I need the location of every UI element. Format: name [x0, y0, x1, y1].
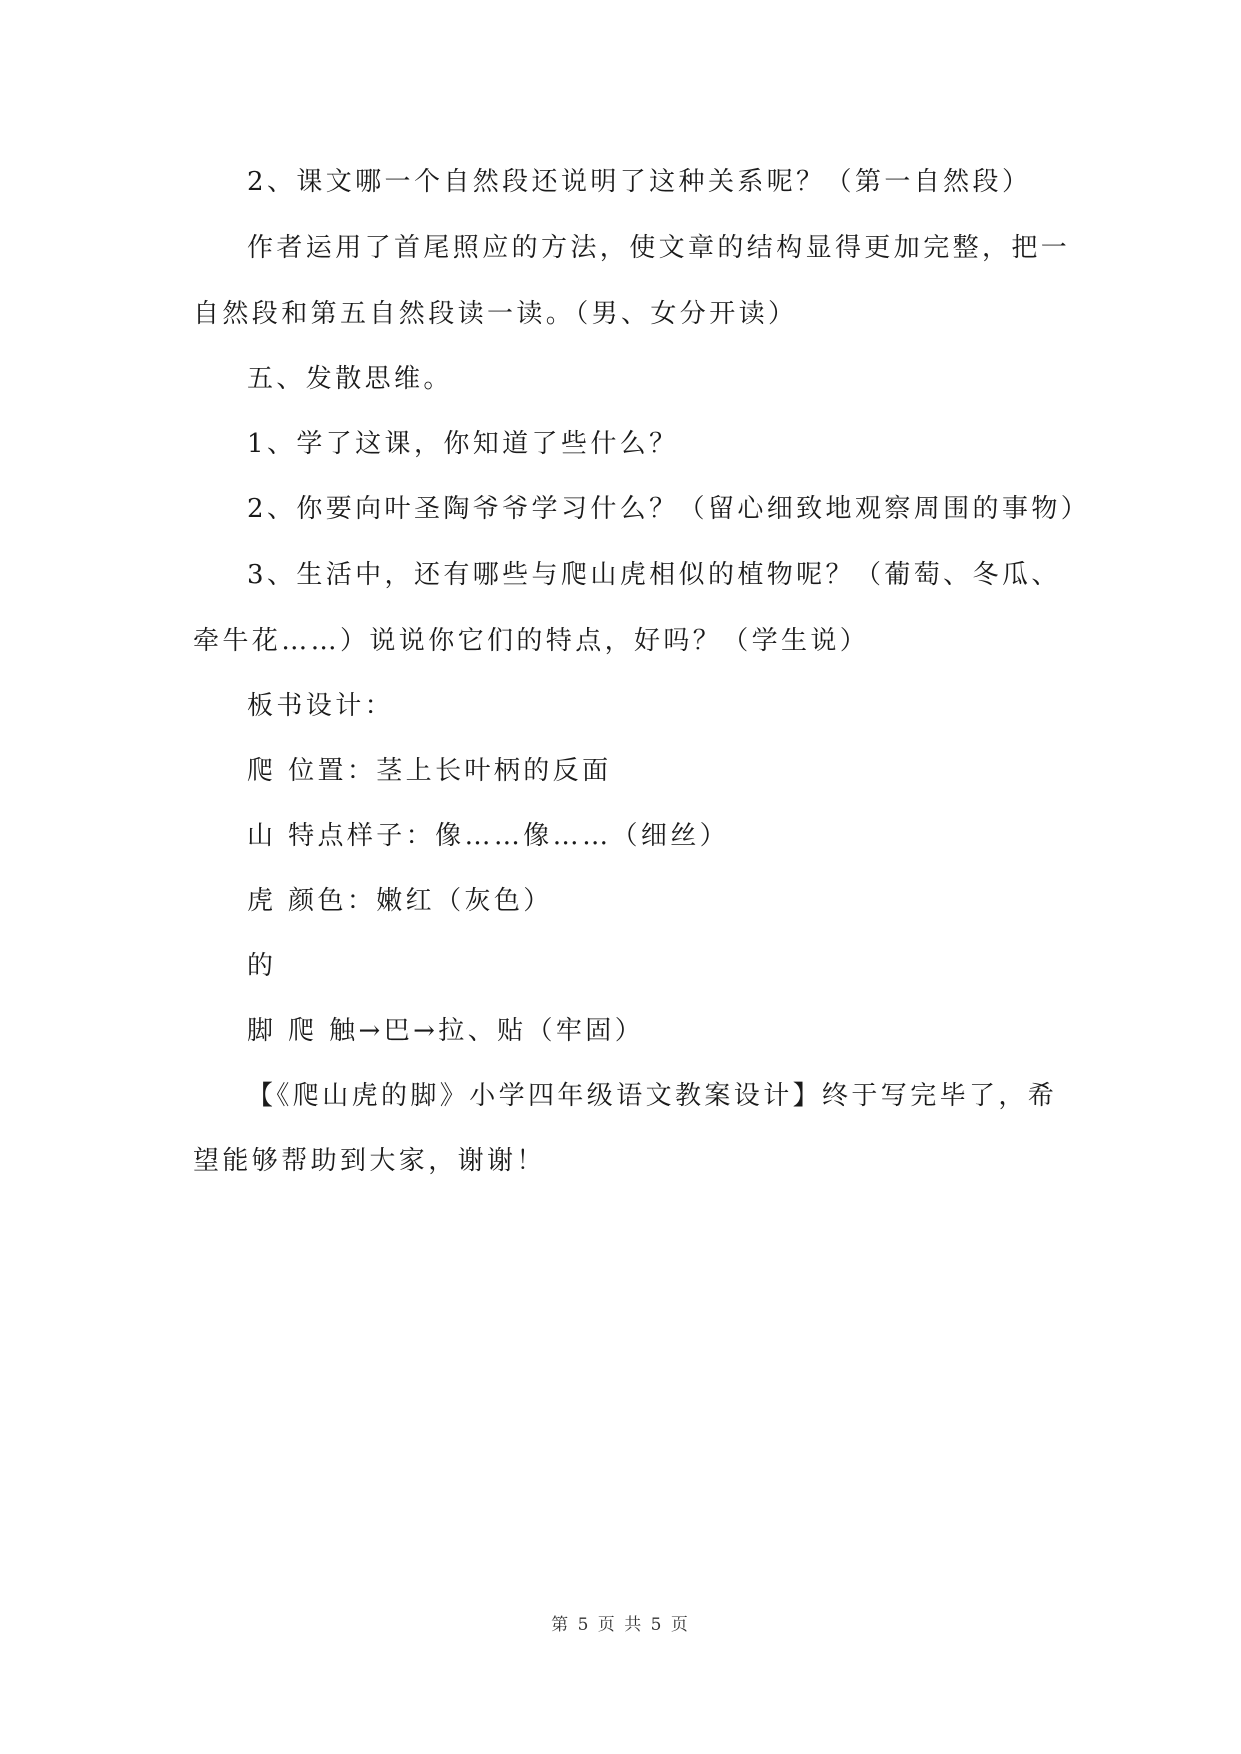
board-design-line: 脚 爬 触→巴→拉、贴（牢固）: [247, 1016, 645, 1046]
paragraph-line: 2、课文哪一个自然段还说明了这种关系呢？（第一自然段）: [247, 167, 1032, 197]
paragraph-line: 牵牛花……）说说你它们的特点，好吗？（学生说）: [193, 626, 870, 656]
section-heading: 五、发散思维。: [247, 364, 453, 394]
board-design-heading: 板书设计：: [247, 691, 395, 721]
board-design-line: 爬 位置：茎上长叶柄的反面: [247, 756, 612, 786]
board-design-line: 的: [247, 951, 277, 981]
paragraph-line: 2、你要向叶圣陶爷爷学习什么？（留心细致地观察周围的事物）: [247, 494, 1091, 524]
paragraph-line: 1、学了这课，你知道了些什么？: [247, 429, 679, 459]
paragraph-line: 3、生活中，还有哪些与爬山虎相似的植物呢？（葡萄、冬瓜、: [247, 560, 1061, 590]
page-footer: 第 5 页 共 5 页: [551, 1615, 690, 1635]
board-design-line: 虎 颜色：嫩红（灰色）: [247, 886, 553, 916]
closing-line: 【《爬山虎的脚》小学四年级语文教案设计】终于写完毕了，希: [247, 1081, 1058, 1111]
paragraph-line: 自然段和第五自然段读一读。（男、女分开读）: [193, 299, 798, 329]
closing-line: 望能够帮助到大家，谢谢！: [193, 1146, 546, 1176]
paragraph-line: 作者运用了首尾照应的方法，使文章的结构显得更加完整，把一: [247, 233, 1071, 263]
board-design-line: 山 特点样子：像……像……（细丝）: [247, 821, 730, 851]
